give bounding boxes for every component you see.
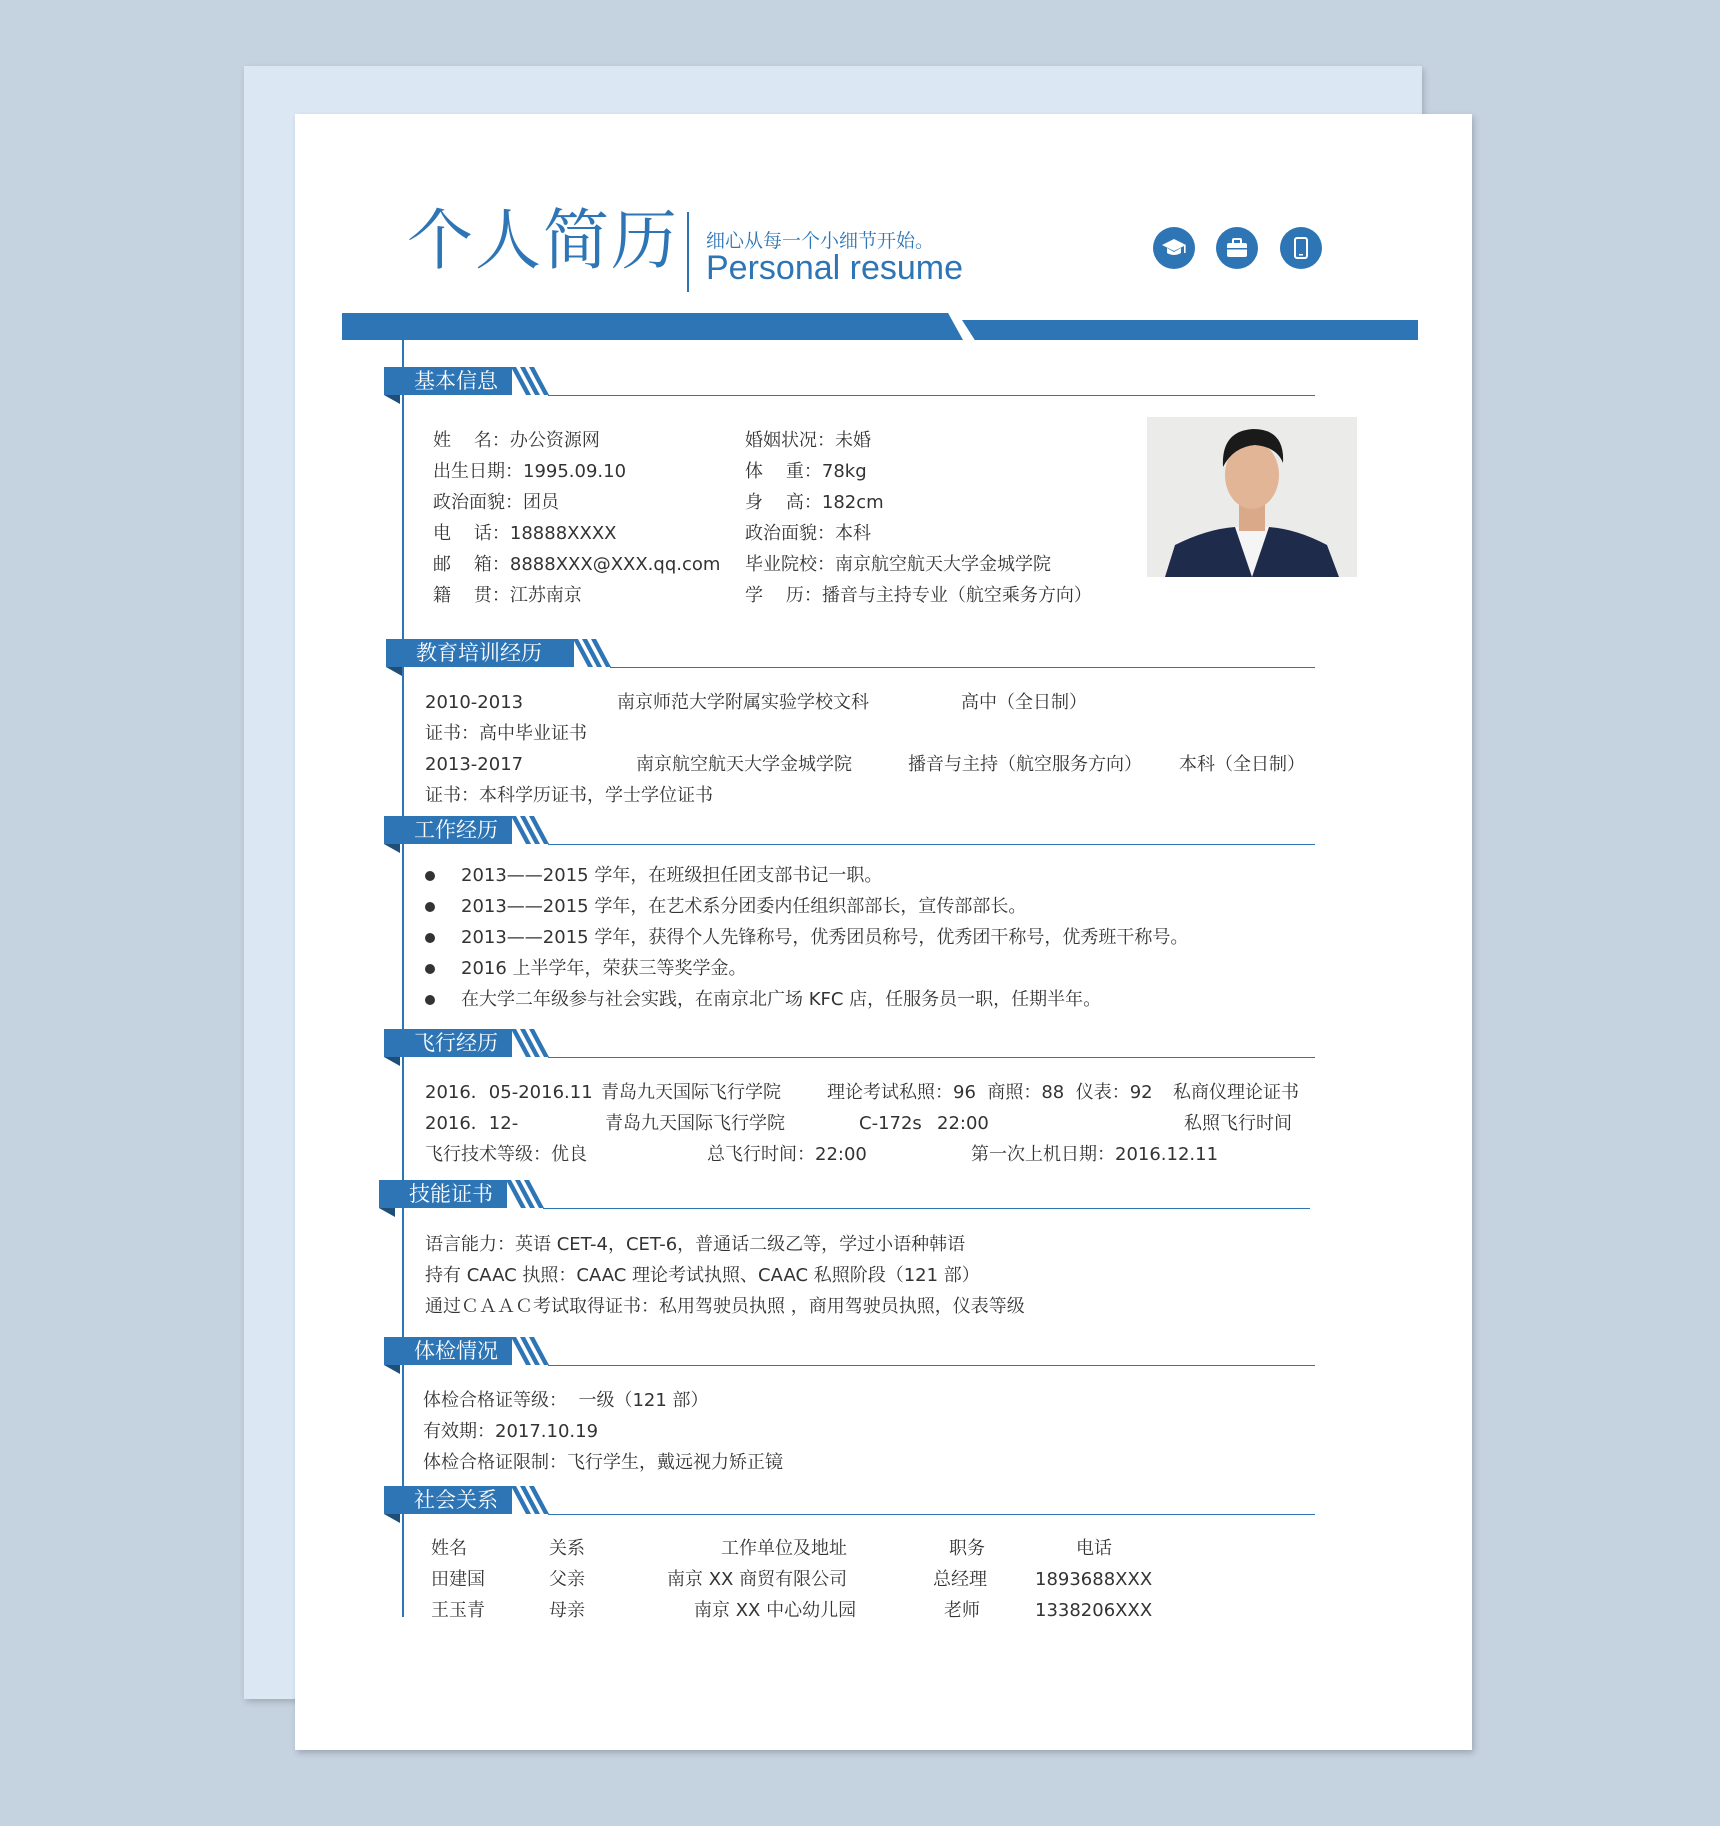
- medical-item: 体检合格证限制：飞行学生，戴远视力矫正镜: [423, 1452, 783, 1473]
- flight-note: 私照飞行时间: [1184, 1113, 1292, 1134]
- section-title: 技能证书: [379, 1180, 507, 1208]
- flight-aircraft: C-172s: [859, 1113, 922, 1134]
- edu-school-1: 南京师范大学附属实验学校文科: [617, 692, 869, 713]
- medical-item: 体检合格证等级： 一级（121 部）: [423, 1390, 709, 1411]
- profile-photo: [1147, 417, 1357, 577]
- stripes-decoration: [506, 1180, 546, 1208]
- stripes-decoration: [573, 639, 613, 667]
- section-title: 体检情况: [384, 1337, 512, 1365]
- section-title: 基本信息: [384, 367, 512, 395]
- bullet: [425, 995, 435, 1005]
- edu-years-1: 2010-2013: [425, 692, 524, 713]
- skill-item: 语言能力：英语 CET-4，CET-6，普通话二级乙等，学过小语种韩语: [425, 1234, 966, 1255]
- edu-type-1: 高中（全日制）: [961, 692, 1087, 713]
- info-weight: 体 重：78kg: [745, 461, 867, 482]
- stripes-decoration: [511, 1029, 551, 1057]
- edu-type-2: 本科（全日制）: [1179, 754, 1305, 775]
- stripes-decoration: [511, 816, 551, 844]
- edu-cert-1: 证书：高中毕业证书: [425, 723, 587, 744]
- flight-date-1: 2016．05-2016.11: [425, 1082, 593, 1103]
- info-hometown: 籍 贯：江苏南京: [433, 585, 582, 606]
- skill-item: 持有 CAAC 执照：CAAC 理论考试执照、CAAC 私照阶段（121 部）: [425, 1265, 980, 1286]
- flight-level: 飞行技术等级：优良: [425, 1144, 587, 1165]
- info-political: 政治面貌：团员: [433, 492, 559, 513]
- flight-scores: 理论考试私照：96 商照：88 仪表：92: [827, 1082, 1153, 1103]
- work-item: 2013——2015 学年，获得个人先锋称号，优秀团员称号，优秀团干称号，优秀班干称号。: [461, 927, 1189, 948]
- edu-school-2: 南京航空航天大学金城学院: [636, 754, 852, 775]
- bullet: [425, 871, 435, 881]
- info-school: 毕业院校：南京航空航天大学金城学院: [745, 554, 1051, 575]
- flight-school-1: 青岛九天国际飞行学院: [601, 1082, 781, 1103]
- resume-page: [295, 114, 1472, 1750]
- table-cell: 1893688XXX: [1035, 1569, 1153, 1590]
- section-title: 飞行经历: [384, 1029, 512, 1057]
- section-title: 工作经历: [384, 816, 512, 844]
- info-email: 邮 箱：8888XXX@XXX.qq.com: [433, 554, 721, 575]
- flight-total: 总飞行时间：22:00: [707, 1144, 867, 1165]
- work-item: 2013——2015 学年，在艺术系分团委内任组织部部长，宣传部部长。: [461, 896, 1027, 917]
- page-title: 个人简历: [407, 202, 679, 279]
- bullet: [425, 933, 435, 943]
- table-cell: 老师: [944, 1600, 980, 1621]
- flight-school-2: 青岛九天国际飞行学院: [605, 1113, 785, 1134]
- table-cell: 南京 XX 中心幼儿园: [694, 1600, 857, 1621]
- graduation-cap-icon: [1153, 227, 1195, 269]
- edu-major-2: 播音与主持（航空服务方向）: [908, 754, 1142, 775]
- table-header-employer: 工作单位及地址: [721, 1538, 847, 1559]
- work-item: 在大学二年级参与社会实践，在南京北广场 KFC 店，任服务员一职，任期半年。: [461, 989, 1102, 1010]
- briefcase-icon: [1216, 227, 1258, 269]
- flight-cert: 私商仪理论证书: [1173, 1082, 1299, 1103]
- table-cell: 母亲: [549, 1600, 585, 1621]
- info-name: 姓 名：办公资源网: [433, 430, 600, 451]
- header-bar-right: [962, 320, 1418, 340]
- phone-icon: [1280, 227, 1322, 269]
- info-birth: 出生日期：1995.09.10: [433, 461, 627, 482]
- stripes-decoration: [511, 1337, 551, 1365]
- flight-hours: 22:00: [937, 1113, 989, 1134]
- section-title: 教育培训经历: [386, 639, 574, 667]
- info-degree: 政治面貌：本科: [745, 523, 871, 544]
- bullet: [425, 964, 435, 974]
- flight-date-2: 2016．12-: [425, 1113, 519, 1134]
- info-height: 身 高：182cm: [745, 492, 884, 513]
- work-item: 2013——2015 学年，在班级担任团支部书记一职。: [461, 865, 883, 886]
- table-cell: 父亲: [549, 1569, 585, 1590]
- table-header-relation: 关系: [549, 1538, 585, 1559]
- timeline-line: [402, 340, 404, 1617]
- tagline: 细心从每一个小细节开始。: [706, 230, 935, 252]
- flight-first-date: 第一次上机日期：2016.12.11: [971, 1144, 1219, 1165]
- section-title: 社会关系: [384, 1486, 512, 1514]
- stripes-decoration: [511, 1486, 551, 1514]
- table-header-phone: 电话: [1076, 1538, 1112, 1559]
- table-cell: 总经理: [933, 1569, 987, 1590]
- table-cell: 田建国: [431, 1569, 485, 1590]
- edu-cert-2: 证书：本科学历证书，学士学位证书: [425, 785, 713, 806]
- medical-item: 有效期：2017.10.19: [423, 1421, 599, 1442]
- tagline-english: Personal resume: [706, 249, 964, 287]
- edu-years-2: 2013-2017: [425, 754, 524, 775]
- skill-item: 通过ＣＡＡＣ考试取得证书：私用驾驶员执照 ，商用驾驶员执照，仪表等级: [425, 1296, 1025, 1317]
- info-education: 学 历：播音与主持专业（航空乘务方向）: [745, 585, 1092, 606]
- info-phone: 电 话：18888XXXX: [433, 523, 617, 544]
- table-cell: 王玉青: [431, 1600, 485, 1621]
- title-divider: [687, 212, 689, 292]
- work-item: 2016 上半学年，荣获三等奖学金。: [461, 958, 747, 979]
- table-cell: 南京 XX 商贸有限公司: [667, 1569, 848, 1590]
- bullet: [425, 902, 435, 912]
- table-header-name: 姓名: [431, 1538, 467, 1559]
- table-header-position: 职务: [949, 1538, 985, 1559]
- info-marital: 婚姻状况：未婚: [745, 430, 871, 451]
- header-bar-left: [342, 313, 963, 340]
- stripes-decoration: [511, 367, 551, 395]
- table-cell: 1338206XXX: [1035, 1600, 1153, 1621]
